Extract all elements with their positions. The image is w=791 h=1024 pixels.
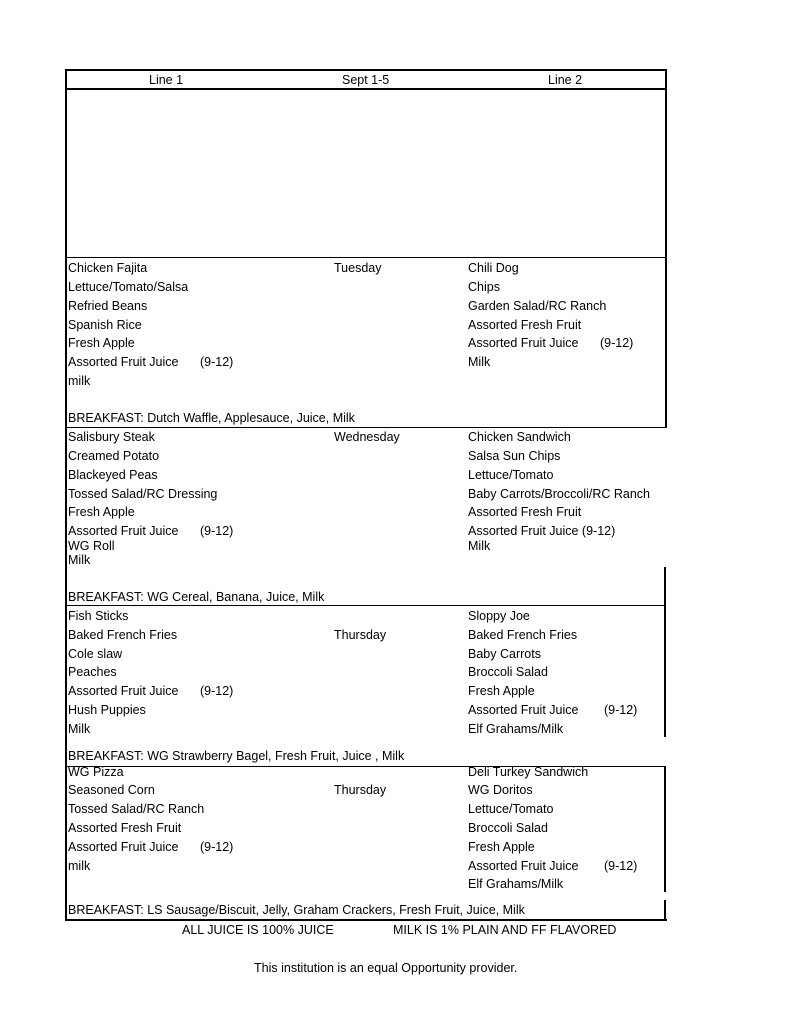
line2-item: Milk — [468, 539, 491, 553]
table-top-border — [65, 69, 667, 71]
juice-grades: (9-12) — [604, 703, 638, 717]
line1-item: Refried Beans — [68, 299, 148, 313]
line1-item: Tossed Salad/RC Dressing — [68, 487, 218, 501]
line1-item: Lettuce/Tomato/Salsa — [68, 280, 189, 294]
line1-item: Assorted Fruit Juice — [68, 524, 179, 538]
day-label: Tuesday — [334, 261, 382, 275]
line2-item: Baby Carrots — [468, 647, 541, 661]
line2-item: Elf Grahams/Milk — [468, 877, 564, 891]
block-divider — [65, 605, 666, 606]
line2-item: Fresh Apple — [468, 684, 535, 698]
juice-grades: (9-12) — [200, 840, 234, 854]
line2-item: Chicken Sandwich — [468, 430, 571, 444]
line2-item: WG Doritos — [468, 783, 533, 797]
line1-item: WG Pizza — [68, 765, 124, 779]
line2-item: Salsa Sun Chips — [468, 449, 561, 463]
day-label: Thursday — [334, 783, 387, 797]
line1-item: Salisbury Steak — [68, 430, 155, 444]
line1-item: Milk — [68, 722, 91, 736]
day-label: Wednesday — [334, 430, 400, 444]
line2-item: Fresh Apple — [468, 840, 535, 854]
line2-item: Chili Dog — [468, 261, 519, 275]
line2-item: Lettuce/Tomato — [468, 802, 554, 816]
juice-grades: (9-12) — [200, 524, 234, 538]
table-right-border — [664, 567, 666, 737]
line1-item: Peaches — [68, 665, 117, 679]
line2-item: Sloppy Joe — [468, 609, 530, 623]
line2-item: Assorted Fruit Juice — [468, 703, 579, 717]
line2-item: Deli Turkey Sandwich — [468, 765, 589, 779]
juice-grades: (9-12) — [200, 355, 234, 369]
line1-item: milk — [68, 374, 91, 388]
line2-item: Baked French Fries — [468, 628, 578, 642]
line2-item: Broccoli Salad — [468, 821, 548, 835]
juice-grades: (9-12) — [604, 859, 638, 873]
line2-item: Elf Grahams/Milk — [468, 722, 564, 736]
line2-item: Baby Carrots/Broccoli/RC Ranch — [468, 487, 651, 501]
line2-item: Broccoli Salad — [468, 665, 548, 679]
line1-item: Spanish Rice — [68, 318, 142, 332]
header-line2: Line 2 — [548, 73, 583, 87]
day-label: Thursday — [334, 628, 387, 642]
table-right-border — [664, 900, 666, 921]
line1-item: Assorted Fresh Fruit — [68, 821, 182, 835]
table-left-border — [65, 69, 67, 921]
equal-opportunity-statement: This institution is an equal Opportunity provider. — [254, 961, 518, 975]
line1-item: Fish Sticks — [68, 609, 129, 623]
line2-item: Assorted Fresh Fruit — [468, 318, 582, 332]
line1-item: Blackeyed Peas — [68, 468, 158, 482]
line1-item: Chicken Fajita — [68, 261, 148, 275]
breakfast-line: BREAKFAST: WG Strawberry Bagel, Fresh Fruit, Juice , Milk — [68, 749, 405, 763]
line2-item: Assorted Fruit Juice (9-12) — [468, 524, 616, 538]
line1-item: Baked French Fries — [68, 628, 178, 642]
line1-item: Fresh Apple — [68, 505, 135, 519]
table-bottom-border — [65, 919, 667, 921]
milk-note: MILK IS 1% PLAIN AND FF FLAVORED — [393, 923, 617, 937]
line1-item: Hush Puppies — [68, 703, 146, 717]
line2-item: Chips — [468, 280, 500, 294]
line2-item: Assorted Fruit Juice — [468, 336, 579, 350]
line1-item: Cole slaw — [68, 647, 123, 661]
block-divider — [65, 257, 667, 258]
line2-item: Lettuce/Tomato — [468, 468, 554, 482]
line2-item: Assorted Fruit Juice — [468, 859, 579, 873]
line1-item: Assorted Fruit Juice — [68, 840, 179, 854]
line2-item: Assorted Fresh Fruit — [468, 505, 582, 519]
line1-item: Seasoned Corn — [68, 783, 155, 797]
line2-item: Milk — [468, 355, 491, 369]
line1-item: Tossed Salad/RC Ranch — [68, 802, 205, 816]
line1-item: Creamed Potato — [68, 449, 160, 463]
header-line1: Line 1 — [149, 73, 184, 87]
line1-item: milk — [68, 859, 91, 873]
table-right-border — [664, 767, 666, 892]
breakfast-line: BREAKFAST: LS Sausage/Biscuit, Jelly, Graham Crackers, Fresh Fruit, Juice, Milk — [68, 903, 525, 917]
breakfast-line: BREAKFAST: WG Cereal, Banana, Juice, Milk — [68, 590, 325, 604]
juice-grades: (9-12) — [600, 336, 634, 350]
table-right-border — [665, 69, 667, 428]
line1-item: WG Roll — [68, 539, 115, 553]
line1-item: Assorted Fruit Juice — [68, 355, 179, 369]
line1-item: Assorted Fruit Juice — [68, 684, 179, 698]
juice-grades: (9-12) — [200, 684, 234, 698]
line1-item: Milk — [68, 553, 91, 567]
breakfast-line: BREAKFAST: Dutch Waffle, Applesauce, Juice, Milk — [68, 411, 355, 425]
juice-note: ALL JUICE IS 100% JUICE — [182, 923, 334, 937]
line2-item: Garden Salad/RC Ranch — [468, 299, 607, 313]
header-week: Sept 1-5 — [342, 73, 390, 87]
header-bottom-border — [65, 88, 667, 90]
block-divider — [65, 427, 667, 428]
line1-item: Fresh Apple — [68, 336, 135, 350]
